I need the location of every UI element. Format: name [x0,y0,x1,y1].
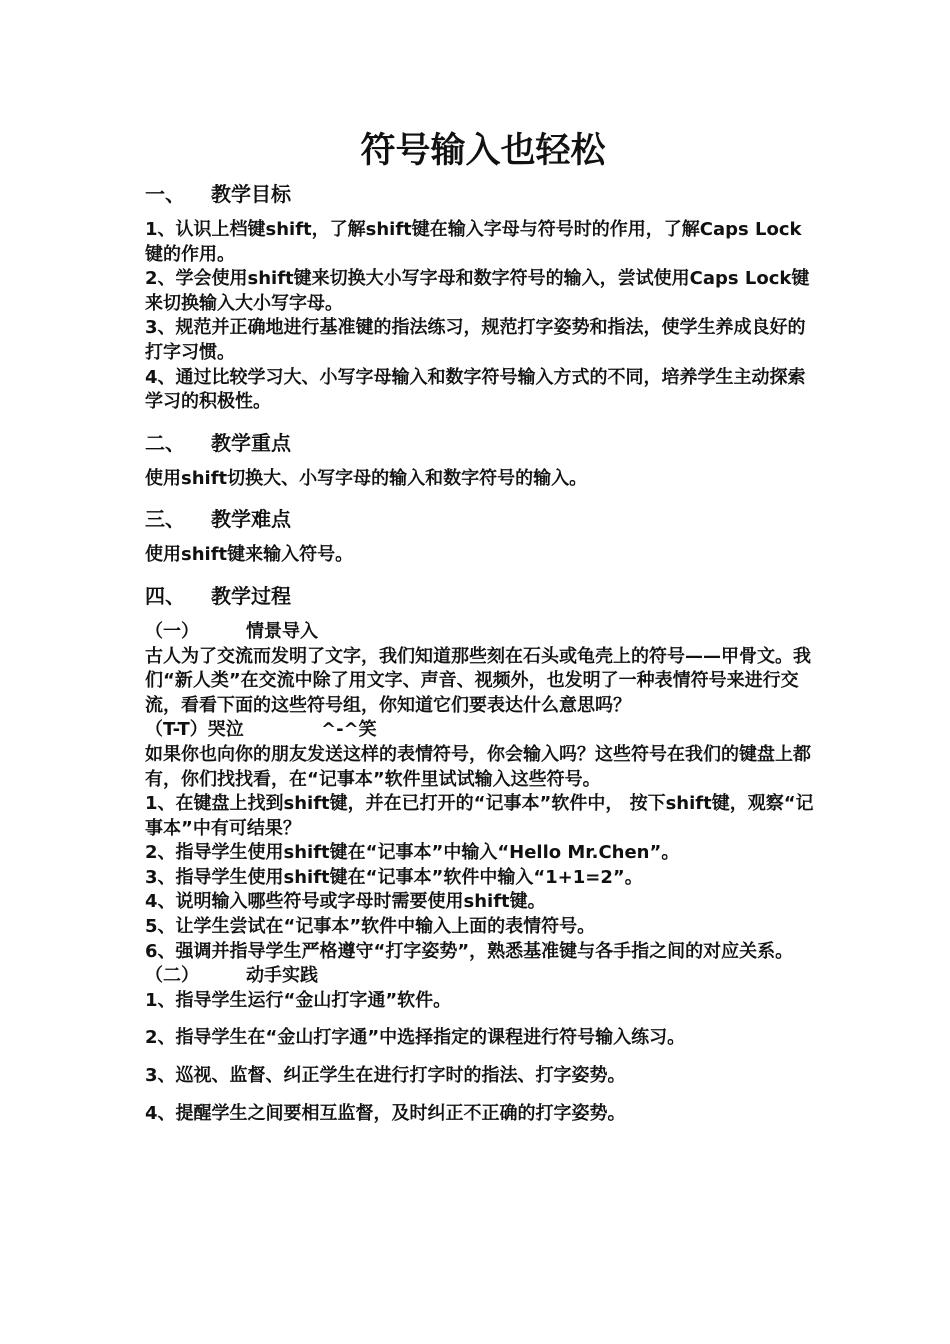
key-point-text: 使用shift切换大、小写字母的输入和数字符号的输入。 [145,467,588,489]
document-page [145,128,817,1126]
intro-paragraph: 古人为了交流而发明了文字，我们知道那些刻在石头或龟壳上的符号——甲骨文。我们“新人类”在交流中除了用文字、声音、视频外，也发明了一种表情符号来进行交流，看看下面的这些符号组，你知道它们要表达什么意思吗？ [145,645,811,716]
emoticon-smile: ^-^笑 [321,719,377,741]
difficulty-text: 使用shift键来输入符号。 [145,544,354,566]
step-2: 2、指导学生使用shift键在“记事本”中输入“Hello Mr.Chen”。 [145,842,680,864]
objective-2: 2、学会使用shift键来切换大小写字母和数字符号的输入，尝试使用Caps Lock键来切换输入大小写字母。 [145,268,810,314]
section-number: 四、 [145,583,185,608]
section-heading-objectives [145,180,817,208]
practice-step-2: 2、指导学生在“金山打字通”中选择指定的课程进行符号输入练习。 [145,1027,686,1049]
objective-1: 1、认识上档键shift，了解shift键在输入字母与符号时的作用，了解Caps Lock键的作用。 [145,219,802,265]
step-4: 4、说明输入哪些符号或字母时需要使用shift键。 [145,891,546,913]
subsection-heading-practice [145,964,817,989]
question-paragraph: 如果你也向你的朋友发送这样的表情符号，你会输入吗？这些符号在我们的键盘上都有，你们找找看，在“记事本”软件里试试输入这些符号。 [145,743,811,790]
section-title: 教学难点 [211,507,291,532]
section-number: 二、 [145,430,185,455]
subsection-label: （二） [145,965,199,987]
section-title: 教学目标 [211,182,291,206]
subsection-label: （一） [145,620,199,642]
practice-step-4: 4、提醒学生之间要相互监督，及时纠正不正确的打字姿势。 [145,1102,626,1124]
step-1: 1、在键盘上找到shift键，并在已打开的“记事本”软件中， 按下shift键，观察“记事本”中有可结果？ [145,793,814,839]
section-title: 教学过程 [211,583,291,608]
emoticon-row [145,718,817,743]
subsection-title: 动手实践 [246,965,318,987]
step-5: 5、让学生尝试在“记事本”软件中输入上面的表情符号。 [145,916,596,938]
section-heading-process [145,582,817,610]
section-heading-key-points [145,429,817,457]
objective-4: 4、通过比较学习大、小写字母输入和数字符号输入方式的不同，培养学生主动探索学习的积极性。 [145,366,806,413]
step-3: 3、指导学生使用shift键在“记事本”软件中输入“1+1=2”。 [145,866,643,888]
subsection-title: 情景导入 [246,620,318,642]
practice-step-1: 1、指导学生运行“金山打字通”软件。 [145,989,452,1011]
section-number: 一、 [145,182,185,206]
document-title: 符号输入也轻松 [360,130,606,171]
section-number: 三、 [145,507,185,532]
objective-3: 3、规范并正确地进行基准键的指法练习，规范打字姿势和指法，使学生养成良好的打字习惯。 [145,317,806,363]
step-6: 6、强调并指导学生严格遵守“打字姿势”，熟悉基准键与各手指之间的对应关系。 [145,940,794,962]
subsection-heading-intro [145,620,817,645]
section-heading-difficulties [145,505,817,533]
section-title: 教学重点 [211,430,291,455]
practice-step-3: 3、巡视、监督、纠正学生在进行打字时的指法、打字姿势。 [145,1065,626,1087]
emoticon-crying: （T-T）哭泣 [145,719,244,741]
